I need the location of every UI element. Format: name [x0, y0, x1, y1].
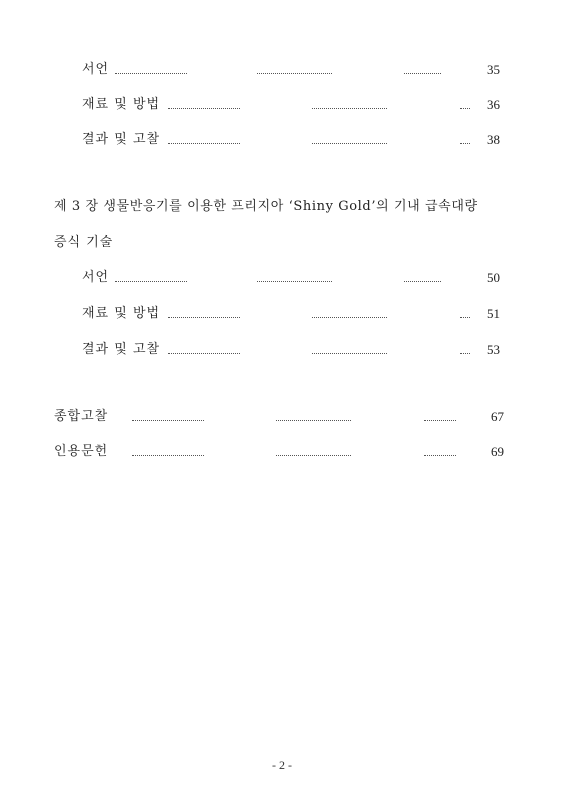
dot-leader	[460, 317, 470, 318]
dot-leader	[276, 420, 351, 421]
toc-entry-label: 서언	[82, 62, 110, 77]
dot-leader	[257, 281, 332, 282]
toc-entry-results[interactable]	[82, 130, 512, 150]
toc-page-number: 53	[487, 342, 500, 357]
dot-leader	[257, 73, 332, 74]
toc-page-number: 38	[487, 132, 500, 147]
toc-entry-intro[interactable]	[82, 268, 512, 288]
dot-leader	[460, 108, 470, 109]
toc-entry-label: 결과 및 고찰	[82, 342, 161, 357]
toc-entry-label: 인용문헌	[54, 444, 109, 459]
toc-entry-label: 종합고찰	[54, 409, 109, 424]
toc-entry-label: 재료 및 방법	[82, 306, 161, 321]
toc-entry-methods[interactable]	[82, 304, 512, 324]
dot-leader	[132, 420, 204, 421]
dot-leader	[312, 353, 387, 354]
dot-leader	[404, 73, 441, 74]
dot-leader	[276, 455, 351, 456]
dot-leader	[424, 420, 456, 421]
dot-leader	[132, 455, 204, 456]
toc-entry-label: 서언	[82, 270, 110, 285]
dot-leader	[312, 108, 387, 109]
toc-page-number: 36	[487, 97, 500, 112]
toc-page-number: 67	[491, 409, 504, 424]
dot-leader	[312, 317, 387, 318]
dot-leader	[115, 281, 187, 282]
chapter-title[interactable]: 제 3 장 생물반응기를 이용한 프리지아 ‘Shiny Gold’의 기내 급속대량	[54, 199, 478, 214]
dot-leader	[168, 108, 240, 109]
toc-page-number: 69	[491, 444, 504, 459]
chapter-title-continued: 증식 기술	[54, 235, 114, 250]
dot-leader	[168, 143, 240, 144]
toc-entry-methods[interactable]	[82, 95, 512, 115]
toc-entry-references[interactable]	[54, 442, 524, 462]
dot-leader	[115, 73, 187, 74]
toc-entry-results[interactable]	[82, 340, 512, 360]
toc-page-number: 50	[487, 270, 500, 285]
dot-leader	[168, 317, 240, 318]
dot-leader	[312, 143, 387, 144]
toc-entry-label: 재료 및 방법	[82, 97, 161, 112]
footer-page-number: - 2 -	[272, 758, 292, 772]
toc-entry-general-discussion[interactable]	[54, 407, 524, 427]
toc-page-number: 35	[487, 62, 500, 77]
toc-page-number: 51	[487, 306, 500, 321]
dot-leader	[460, 353, 470, 354]
dot-leader	[404, 281, 441, 282]
dot-leader	[168, 353, 240, 354]
toc-entry-intro[interactable]	[82, 60, 512, 80]
dot-leader	[460, 143, 470, 144]
dot-leader	[424, 455, 456, 456]
toc-entry-label: 결과 및 고찰	[82, 132, 161, 147]
